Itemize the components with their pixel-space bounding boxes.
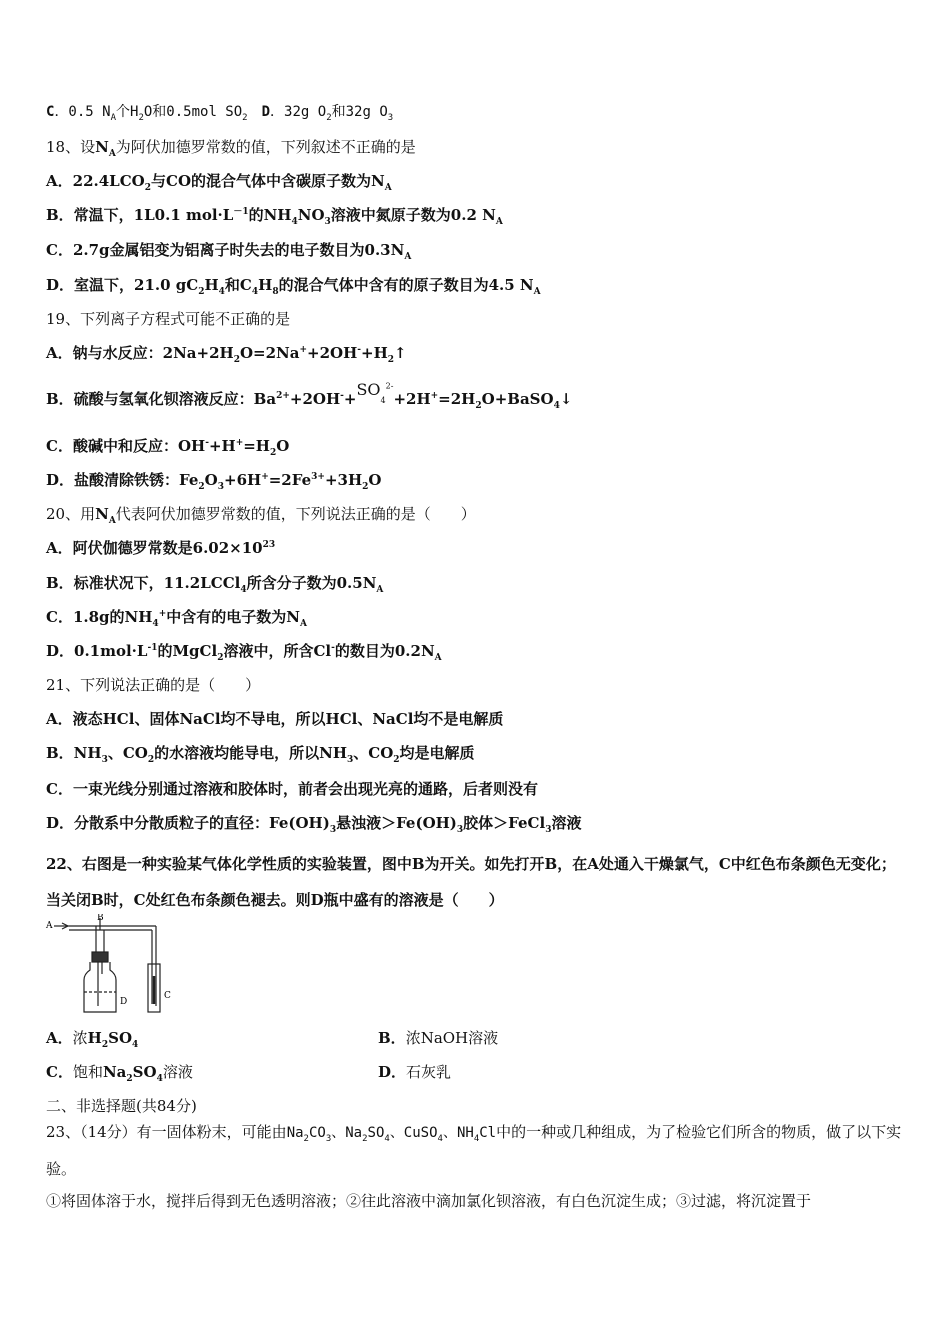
q21-option-b: B．$NH_3$、$CO_2$的水溶液均能导电，所以$NH_3$、$CO_2$均是电解质 — [46, 744, 475, 765]
q17-options-cd: C．0.5 $N_A$个$H_2O$和0.5mol $SO_2$ D．32g $O_2$和32g $O_3$ — [46, 104, 394, 123]
q19-option-d: D．盐酸清除铁锈：$Fe_2O_3+6H^+=2Fe^{3+}+3H_2O$ — [46, 471, 382, 492]
q20-option-a: A．阿伏伽德罗常数是$6.02\times 10^{23}$ — [46, 539, 276, 557]
q18-stem: 18、设$N_A$为阿伏加德罗常数的值，下列叙述不正确的是 — [46, 138, 416, 159]
q22-stem: 22、右图是一种实验某气体化学性质的实验装置，图中B为开关。如先打开B，在A处通入干燥氯气，C中红色布条颜色无变化；当关闭B时，C处红色布条颜色褪去。则D瓶中盛有的溶液是（ ） — [46, 855, 896, 909]
q19-option-c: C．酸碱中和反应：$OH^-+H^+=H_2O$ — [46, 437, 290, 458]
q20-stem: 20、用$N_A$代表阿伏加德罗常数的值，下列说法正确的是（ ） — [46, 505, 476, 526]
label-d: D — [120, 997, 128, 1007]
q18-option-d: D．室温下，21.0 $gC_2H_4$和$C_4H_8$的混合气体中含有的原子数目为4.5 $N_A$ — [46, 276, 541, 297]
q21-stem: 21、下列说法正确的是（ ） — [46, 676, 261, 694]
q19-stem: 19、下列离子方程式可能不正确的是 — [46, 310, 291, 328]
q22-option-a: A．浓$H_2SO_4$ — [46, 1029, 139, 1050]
q18-option-c: C．2.7g金属铝变为铝离子时失去的电子数目为$0.3N_A$ — [46, 241, 412, 262]
q23-stem: 23、（14分）有一固体粉末，可能由$Na_2CO_3$、$Na_2SO_4$、CuSO$_4$、$NH_4Cl$中的一种或几种组成，为了检验它们所含的物质，做了以下实验。 — [46, 1123, 902, 1178]
label-c: C — [164, 991, 171, 1001]
label-a: A — [46, 921, 53, 931]
q18-option-a: A．$22.4LCO_2$与CO的混合气体中含碳原子数为$N_A$ — [46, 172, 392, 193]
q21-option-a: A．液态HCl、固体NaCl均不导电，所以HCl、NaCl均不是电解质 — [46, 710, 504, 728]
q22-option-c: C．饱和$Na_2SO_4$溶液 — [46, 1063, 193, 1084]
q21-option-d: D．分散系中分散质粒子的直径：$Fe(OH)_3$悬浊液$>Fe(OH)_3$胶体＞FeCl$_3$溶液 — [46, 814, 582, 835]
q20-option-d: D．$0.1mol\cdot L^{-1}$的MgCl$_2$溶液中，所含Cl-的数目为$0.2N_A$ — [46, 642, 442, 663]
q22-option-b: B．浓NaOH溶液 — [378, 1029, 499, 1047]
q19-option-b: B．硫酸与氢氧化钡溶液反应：$Ba^{2+}+2OH^-+SO_4^{2-}+2H^+=2H_2O+BaSO_4↓$ — [46, 380, 573, 411]
q18-option-b: B．常温下，1L0.1 $mol\cdot L^{-1}$的$NH_4NO_3$溶液中氮原子数为0.2 $N_A$ — [46, 206, 503, 227]
q20-option-b: B．标准状况下，11.2LCCl$_4$所含分子数为$0.5N_A$ — [46, 574, 384, 595]
label-b: B — [97, 914, 104, 923]
apparatus-diagram — [44, 914, 179, 1019]
q23-steps: ①将固体溶于水，搅拌后得到无色透明溶液；②往此溶液中滴加氯化钡溶液，有白色沉淀生成；③过滤，将沉淀置于 — [46, 1192, 812, 1210]
q19-option-a: A．钠与水反应：$2Na+2H_2O=2Na^++2OH^-+H_2↑$ — [46, 344, 407, 365]
q21-option-c: C．一束光线分别通过溶液和胶体时，前者会出现光亮的通路，后者则没有 — [46, 780, 538, 798]
q22-option-d: D．石灰乳 — [378, 1063, 452, 1081]
section-2-heading: 二、非选择题(共84分) — [46, 1097, 197, 1115]
q20-option-c: C．1.8g的$NH_4^+$中含有的电子数为$N_A$ — [46, 608, 307, 629]
